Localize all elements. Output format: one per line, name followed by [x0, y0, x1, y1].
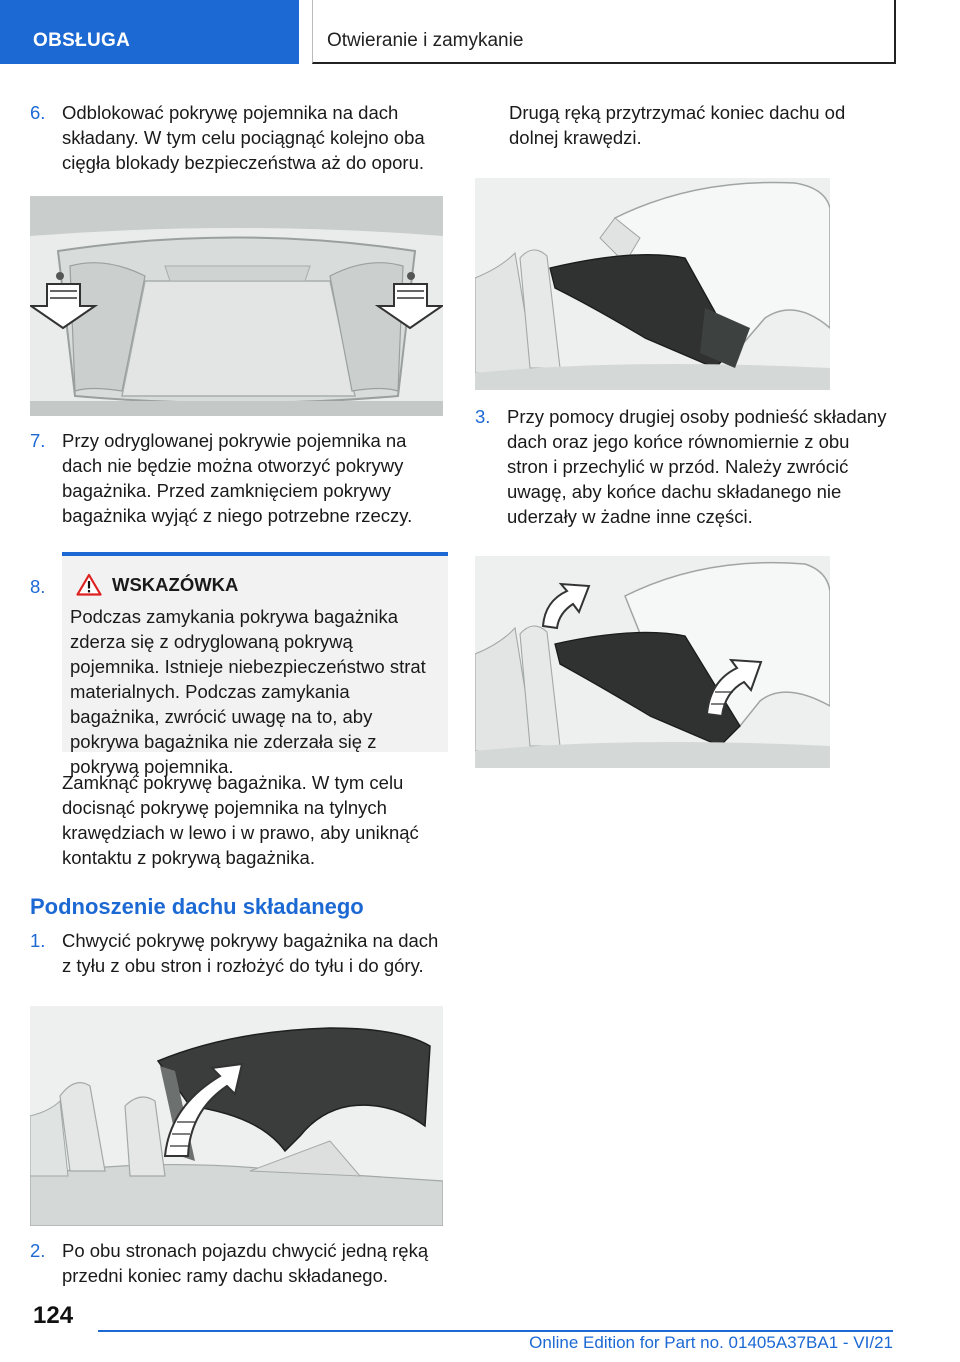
step-number: 8.: [30, 576, 46, 597]
step-text: Chwycić pokrywę pokrywy bagażnika na dach z tyłu z obu stron i rozłożyć do tyłu i do góry.: [62, 930, 439, 976]
header-chapter-title: [312, 0, 896, 64]
chapter-title-text: Otwieranie i zamykanie: [327, 30, 524, 51]
step-2: [30, 1238, 448, 1292]
step-text: Przy pomocy drugiej osoby podnieść składany dach oraz jego końce równomiernie z obu stron i przechylić w przód. Należy zwrócić uwagę, aby końce dachu składanego nie uderzały w żadne inne części.: [507, 406, 887, 527]
car-open-roof-illustration: [475, 178, 830, 390]
header-section-tab: [0, 0, 299, 64]
step-7: [30, 428, 448, 535]
step-number: 3.: [475, 406, 491, 427]
step-number: 2.: [30, 1240, 46, 1261]
warning-box: [62, 552, 448, 777]
step-text: Odblokować pokrywę pojemnika na dach składany. W tym celu pociągnąć kolejno oba cięgła blokady bezpieczeństwa aż do oporu.: [62, 102, 425, 173]
step-number: 7.: [30, 430, 46, 451]
step-text: Przy odryglowanej pokrywie pojemnika na dach nie będzie można otworzyć pokrywy bagażnika. Przed zamknięciem pokrywy bagażnika wyjąć z niego potrzebne rzeczy.: [62, 430, 413, 526]
header-section-label: OBSŁUGA: [33, 30, 131, 51]
footer-edition-link[interactable]: Online Edition for Part no. 01405A37BA1 - VI/21: [529, 1333, 893, 1352]
step-text: Po obu stronach pojazdu chwycić jedną ręką przedni koniec ramy dachu składanego.: [62, 1240, 429, 1286]
step-number: 1.: [30, 930, 46, 951]
step-3: [475, 404, 890, 542]
warning-title: WSKAZÓWKA: [112, 573, 239, 595]
warning-triangle-icon: [76, 573, 102, 596]
figure-trunk-release-straps: [30, 196, 443, 416]
step-8: [30, 552, 448, 870]
car-roof-tilt-illustration: [475, 556, 830, 768]
warning-text: Podczas zamykania pokrywa bagażnika zderza się z odryglowaną pokrywą pojemnika. Istnieje niebezpieczeństwo strat materialnych. Podczas zamykania bagażnika, zwrócić uwagę na to, aby pokrywa bagażnika nie zderzała się z pokrywą pojemnika.: [70, 606, 426, 777]
figure-tilt-roof-forward: [475, 556, 830, 768]
right-column: [475, 100, 895, 768]
step-2-continued: Drugą ręką przytrzymać koniec dachu od dolnej krawędzi.: [509, 102, 846, 148]
trunk-interior-illustration: [30, 196, 443, 416]
car-roof-cover-illustration: [30, 1006, 443, 1226]
step-number: 6.: [30, 102, 46, 123]
step-6: [30, 100, 448, 196]
page-number: 124: [33, 1302, 74, 1329]
warning-header: [76, 572, 448, 596]
figure-lift-tonneau-cover: [30, 1006, 443, 1226]
step-8-text: Zamknąć pokrywę bagażnika. W tym celu docisnąć pokrywę pojemnika na tylnych krawędziach w lewo i w prawo, aby uniknąć kontaktu z pokrywą bagażnika.: [62, 772, 419, 868]
step-1: [30, 928, 448, 988]
section-title: Podnoszenie dachu składanego: [30, 894, 364, 919]
footer-divider: [98, 1330, 893, 1332]
left-column: [30, 100, 448, 1292]
figure-hold-roof: [475, 178, 830, 390]
